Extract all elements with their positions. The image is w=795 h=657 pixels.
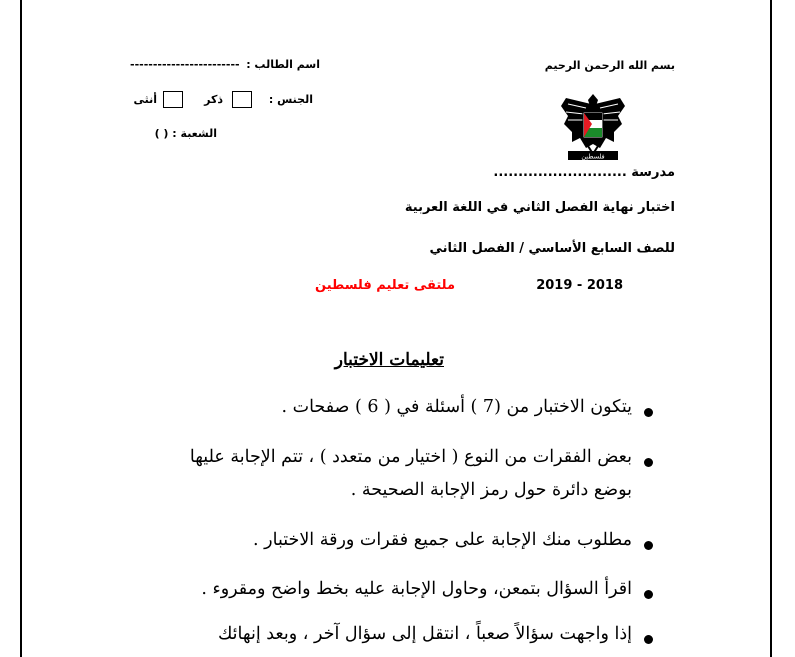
instruction-item: يتكون الاختبار من (7 ) أسئلة في ( 6 ) صفحات . [281,397,632,417]
instruction-item: بعض الفقرات من النوع ( اختيار من متعدد ) ، تتم الإجابة عليها [189,447,632,467]
student-name-label: اسم الطالب : [246,58,320,71]
student-name-line: ------------------------ [130,58,240,71]
page-border-left [20,0,22,657]
male-label: ذكر [204,93,223,106]
school-label: مدرسة ........................... [493,165,675,180]
female-label: أنثى [133,93,157,106]
gender-label: الجنس : [268,93,313,106]
bullet-icon [644,541,653,550]
instruction-item-continuation: بوضع دائرة حول رمز الإجابة الصحيحة . [350,480,632,500]
bismillah: بسم الله الرحمن الرحيم [544,59,675,72]
instructions-heading: تعليمات الاختبار [334,350,444,370]
bullet-icon [644,590,653,599]
bullet-icon [644,635,653,644]
emblem-caption: فلسطين [581,152,605,161]
page-border-right [770,0,772,657]
exam-title: اختبار نهاية الفصل الثاني في اللغة العربية [404,200,675,215]
forum-name: ملتقى تعليم فلسطين [315,278,455,293]
bullet-icon [644,458,653,467]
section-label: الشعبة : ( ) [154,127,217,140]
bullet-icon [644,408,653,417]
exam-year: 2019 - 2018 [536,278,623,293]
exam-grade: للصف السابع الأساسي / الفصل الثاني [429,241,675,256]
instruction-item: مطلوب منك الإجابة على جميع فقرات ورقة الاختبار . [253,530,632,550]
instruction-item: إذا واجهت سؤالاً صعباً ، انتقل إلى سؤال آخر ، وبعد إنهائك [217,624,632,644]
female-checkbox[interactable] [163,91,183,108]
male-checkbox[interactable] [232,91,252,108]
palestine-emblem-icon [558,90,628,162]
instruction-item: اقرأ السؤال بتمعن، وحاول الإجابة عليه بخط واضح ومقروء . [201,579,632,599]
